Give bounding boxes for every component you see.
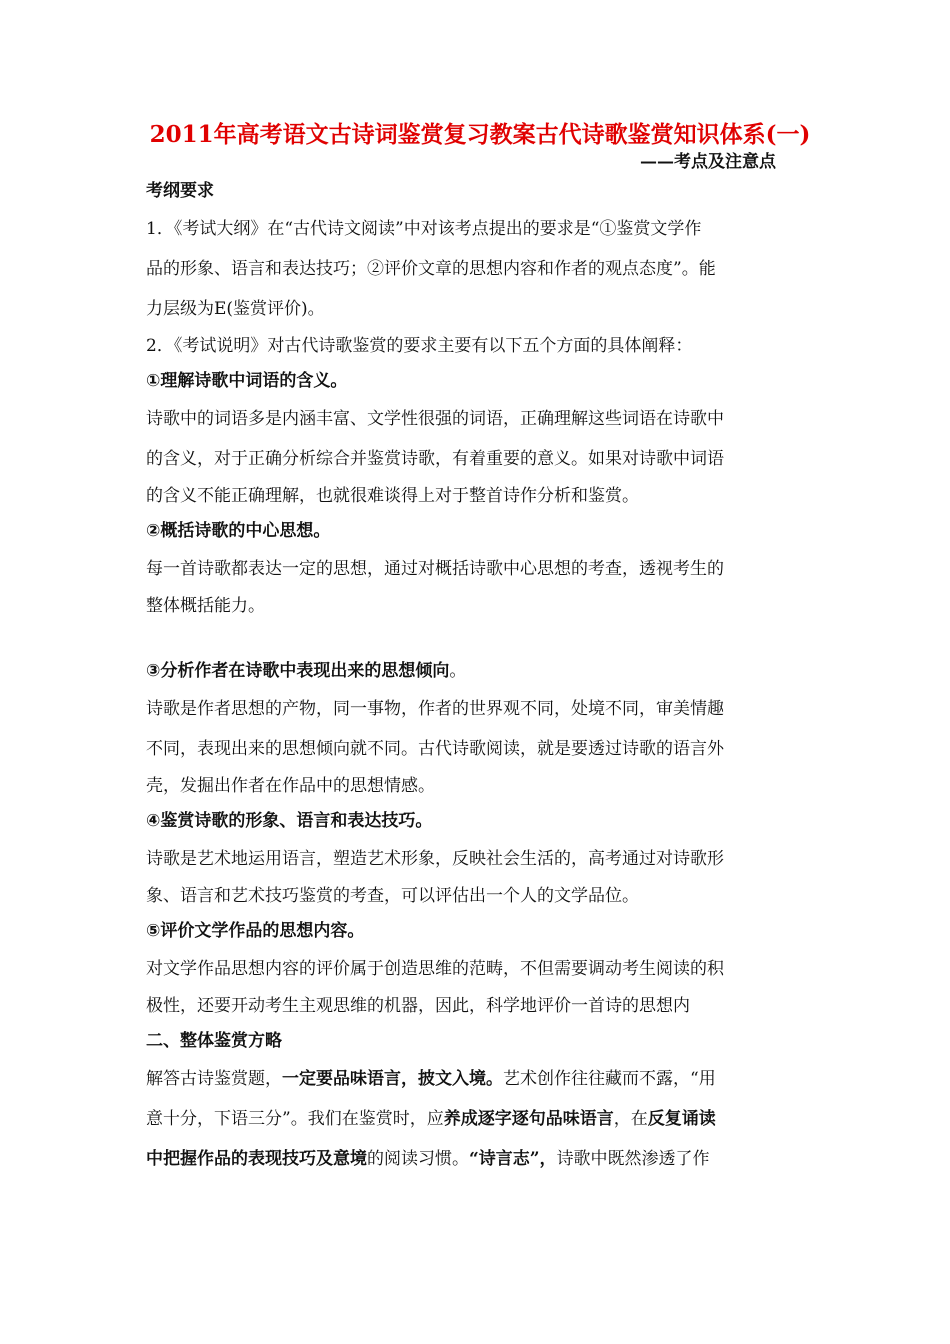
paragraph-line: 对文学作品思想内容的评价属于创造思维的范畴，不但需要调动考生阅读的积 [146, 959, 724, 979]
paragraph-line [146, 1059, 808, 1099]
paragraph-line: 诗歌是艺术地运用语言，塑造艺术形象，反映社会生活的，高考通过对诗歌形 [146, 849, 724, 869]
emphasis-text: 养成逐字逐句品味语言 [443, 1109, 614, 1129]
paragraph-line: 1．《考试大纲》在“古代诗文阅读”中对该考点提出的要求是“①鉴赏文学作 [146, 219, 702, 239]
emphasis-text: 一定要品味语言，披文入境。 [282, 1069, 503, 1089]
emphasis-text: “诗言志”， [469, 1149, 557, 1169]
paragraph-line [146, 1099, 808, 1139]
paragraph-line: 2．《考试说明》对古代诗歌鉴赏的要求主要有以下五个方面的具体阐释： [146, 336, 693, 356]
item-heading-1: ①理解诗歌中词语的含义。 [146, 371, 348, 391]
section-heading-syllabus: 考纲要求 [146, 181, 214, 201]
paragraph-line: 整体概括能力。 [146, 596, 265, 616]
document-subtitle: ——考点及注意点 [640, 152, 776, 172]
paragraph-line: 诗歌是作者思想的产物，同一事物，作者的世界观不同，处境不同，审美情趣 [146, 699, 724, 719]
item-heading-3-period: 。 [449, 661, 467, 681]
document-body [146, 174, 808, 1179]
text-run: 解答古诗鉴赏题， [146, 1069, 282, 1089]
text-run: ，在 [613, 1109, 648, 1129]
item-heading-3 [146, 654, 808, 689]
paragraph-line: 力层级为E(鉴赏评价)。 [146, 299, 325, 319]
paragraph-line: 诗歌中的词语多是内涵丰富、文学性很强的词语，正确理解这些词语在诗歌中 [146, 409, 724, 429]
text-run: 的阅读习惯。 [367, 1149, 469, 1169]
paragraph-line: 的含义不能正确理解，也就很难谈得上对于整首诗作分析和鉴赏。 [146, 486, 639, 506]
paragraph-line: 的含义，对于正确分析综合并鉴赏诗歌，有着重要的意义。如果对诗歌中词语 [146, 449, 724, 469]
item-heading-5: ⑤评价文学作品的思想内容。 [146, 921, 365, 941]
paragraph-line: 每一首诗歌都表达一定的思想，通过对概括诗歌中心思想的考查，透视考生的 [146, 559, 724, 579]
emphasis-text: 反复诵读 [647, 1109, 716, 1129]
blank-line [146, 624, 808, 654]
document-title: 2011年高考语文古诗词鉴赏复习教案古代诗歌鉴赏知识体系(一) [149, 121, 811, 148]
paragraph-line [146, 1139, 808, 1179]
paragraph-line: 壳，发掘出作者在作品中的思想情感。 [146, 776, 435, 796]
paragraph-line: 不同，表现出来的思想倾向就不同。古代诗歌阅读，就是要透过诗歌的语言外 [146, 739, 724, 759]
item-heading-2: ②概括诗歌的中心思想。 [146, 521, 331, 541]
item-heading-3-text: ③分析作者在诗歌中表现出来的思想倾向 [146, 661, 450, 681]
paragraph-line: 象、语言和艺术技巧鉴赏的考查，可以评估出一个人的文学品位。 [146, 886, 639, 906]
paragraph-line: 极性，还要开动考生主观思维的机器，因此，科学地评价一首诗的思想内 [146, 996, 690, 1016]
item-heading-4: ④鉴赏诗歌的形象、语言和表达技巧。 [146, 811, 433, 831]
section-heading-strategy: 二、整体鉴赏方略 [146, 1031, 282, 1051]
emphasis-text: 中把握作品的表现技巧及意境 [146, 1149, 367, 1169]
text-run: 艺术创作往往藏而不露，“用 [503, 1069, 716, 1089]
paragraph-line: 品的形象、语言和表达技巧；②评价文章的思想内容和作者的观点态度”。能 [146, 259, 716, 279]
text-run: 意十分，下语三分”。我们在鉴赏时，应 [146, 1109, 444, 1129]
text-run: 诗歌中既然渗透了作 [556, 1149, 710, 1169]
